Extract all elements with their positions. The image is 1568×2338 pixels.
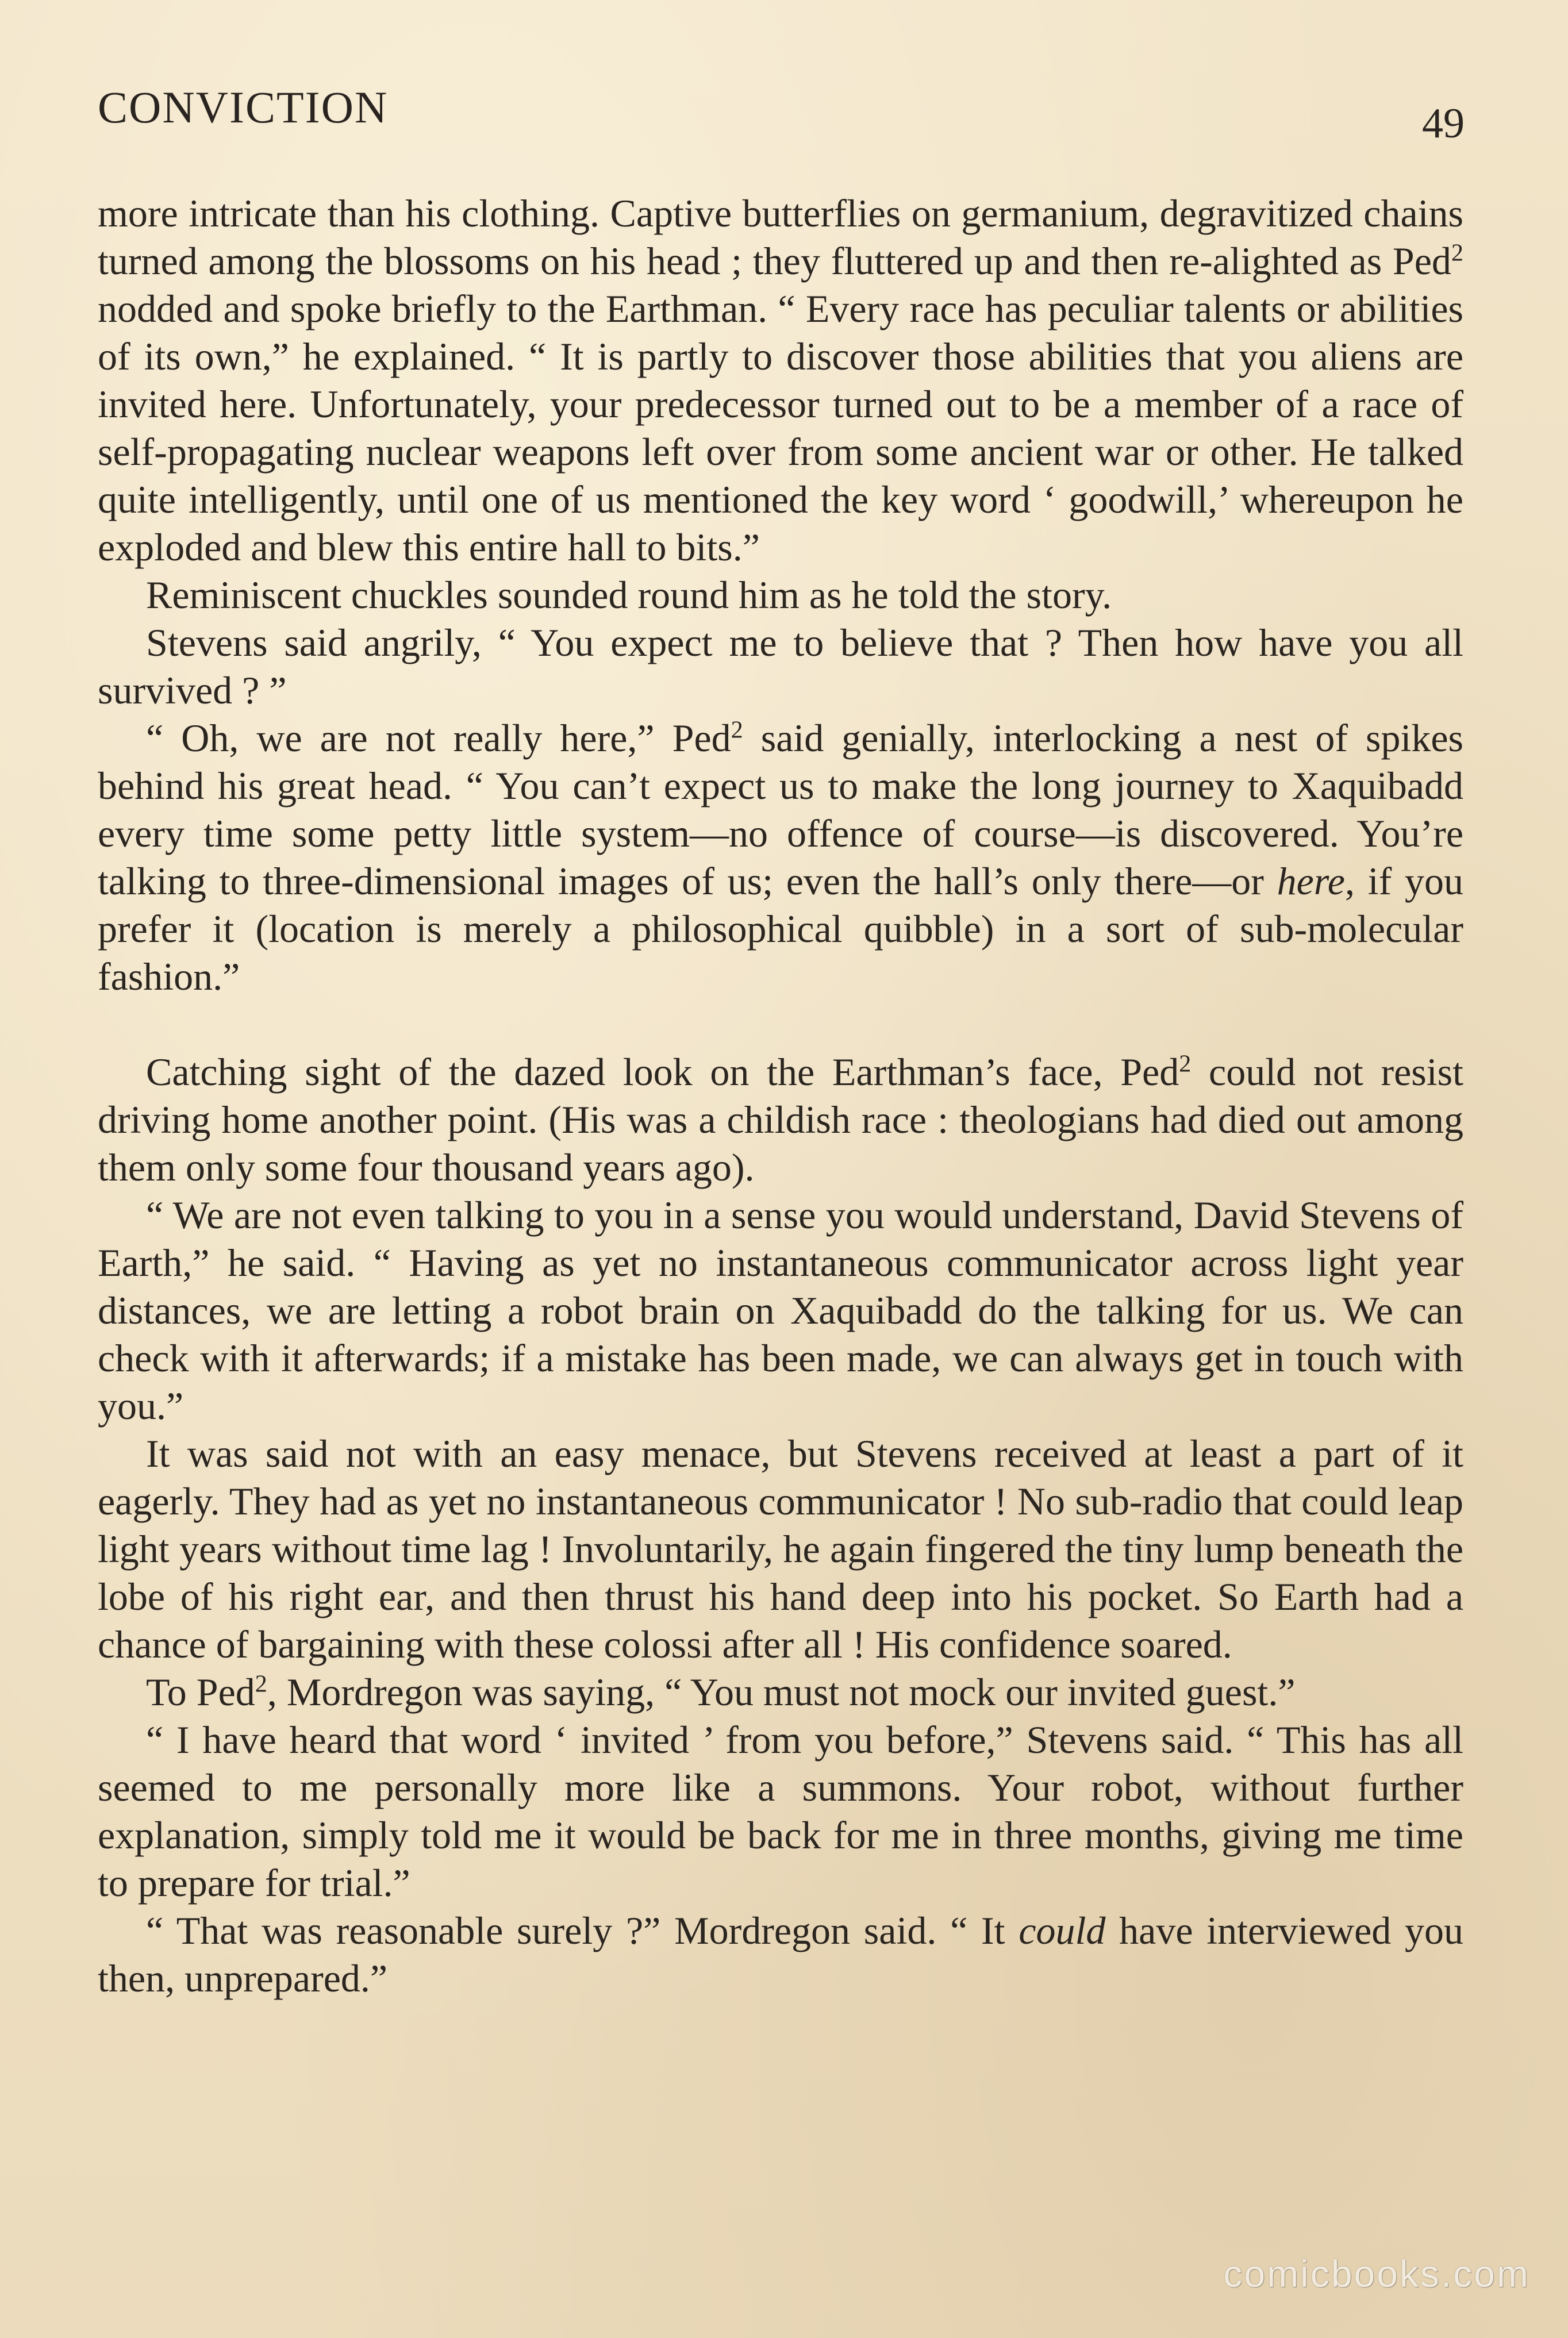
running-title: CONVICTION xyxy=(98,82,389,132)
paragraph: more intricate than his clothing. Captive butterflies on germanium, degravitized chains turned among the blossoms on his head ; they fluttered up and then re-alighted as Ped$^2$ nodded and spoke briefly to the Earthman. “ Every race has peculiar talents or abilities of its own,” he explained. “ It is partly to discover those abilities that you aliens are invited here. Unfortunately, your predecessor turned out to be a member of a race of self-propagating nuclear weapons left over from some ancient war or other. He talked quite intelligently, until one of us mentioned the key word ‘ goodwill,’ whereupon he exploded and blew this entire hall to bits.” xyxy=(98,191,1463,569)
paragraph: Catching sight of the dazed look on the Earthman’s face, Ped$^2$ could not resist driving home another point. (His was a childish race : theologians had died out among them only some four thousand years ago). xyxy=(98,1050,1463,1189)
italic-text: here xyxy=(1277,859,1345,903)
superscript: 2 xyxy=(1451,239,1463,267)
paragraph: Stevens said angrily, “ You expect me to believe that ? Then how have you all survived ? ” xyxy=(98,621,1463,712)
paragraph: “ Oh, we are not really here,” Ped$^2$ said genially, interlocking a nest of spikes behind his great head. “ You can’t expect us to make the long journey to Xaquibadd every time some petty little system—no offence of course—is discovered. You’re talking to three-dimensional images of us; even the hall’s only there—or here, if you prefer it (location is merely a philosophical quibble) in a sort of sub-molecular fashion.” xyxy=(98,716,1463,998)
paragraph: “ I have heard that word ‘ invited ’ from you before,” Stevens said. “ This has all seemed to me personally more like a summons. Your robot, without further explanation, simply told me it would be back for me in three months, giving me time to prepare for trial.” xyxy=(98,1718,1463,1905)
body-text xyxy=(98,190,1463,2002)
paragraph: “ We are not even talking to you in a sense you would understand, David Stevens of Earth,” he said. “ Having as yet no instantaneous communicator across light year distances, we are letting a robot brain on Xaquibadd do the talking for us. We can check with it afterwards; if a mistake has been made, we can always get in touch with you.” xyxy=(98,1193,1463,1428)
superscript: 2 xyxy=(255,1670,267,1698)
paragraph: “ That was reasonable surely ?” Mordregon said. “ It could have interviewed you then, unprepared.” xyxy=(98,1909,1464,2000)
page-number: 49 xyxy=(1422,100,1465,147)
watermark: comicbooks.com xyxy=(1223,2252,1530,2295)
paragraph: Reminiscent chuckles sounded round him as he told the story. xyxy=(146,573,1112,617)
paragraph: It was said not with an easy menace, but Stevens received at least a part of it eagerly. They had as yet no instantaneous communicator ! No sub-radio that could leap light years without time lag ! Involuntarily, he again fingered the tiny lump beneath the lobe of his right ear, and then thrust his hand deep into his pocket. So Earth had a chance of bargaining with these colossi after all ! His confidence soared. xyxy=(98,1432,1463,1666)
superscript: 2 xyxy=(731,716,743,744)
superscript: 2 xyxy=(1179,1050,1192,1078)
italic-text: could xyxy=(1019,1909,1106,1952)
paragraph: To Ped$^2$, Mordregon was saying, “ You must not mock our invited guest.” xyxy=(146,1670,1296,1714)
